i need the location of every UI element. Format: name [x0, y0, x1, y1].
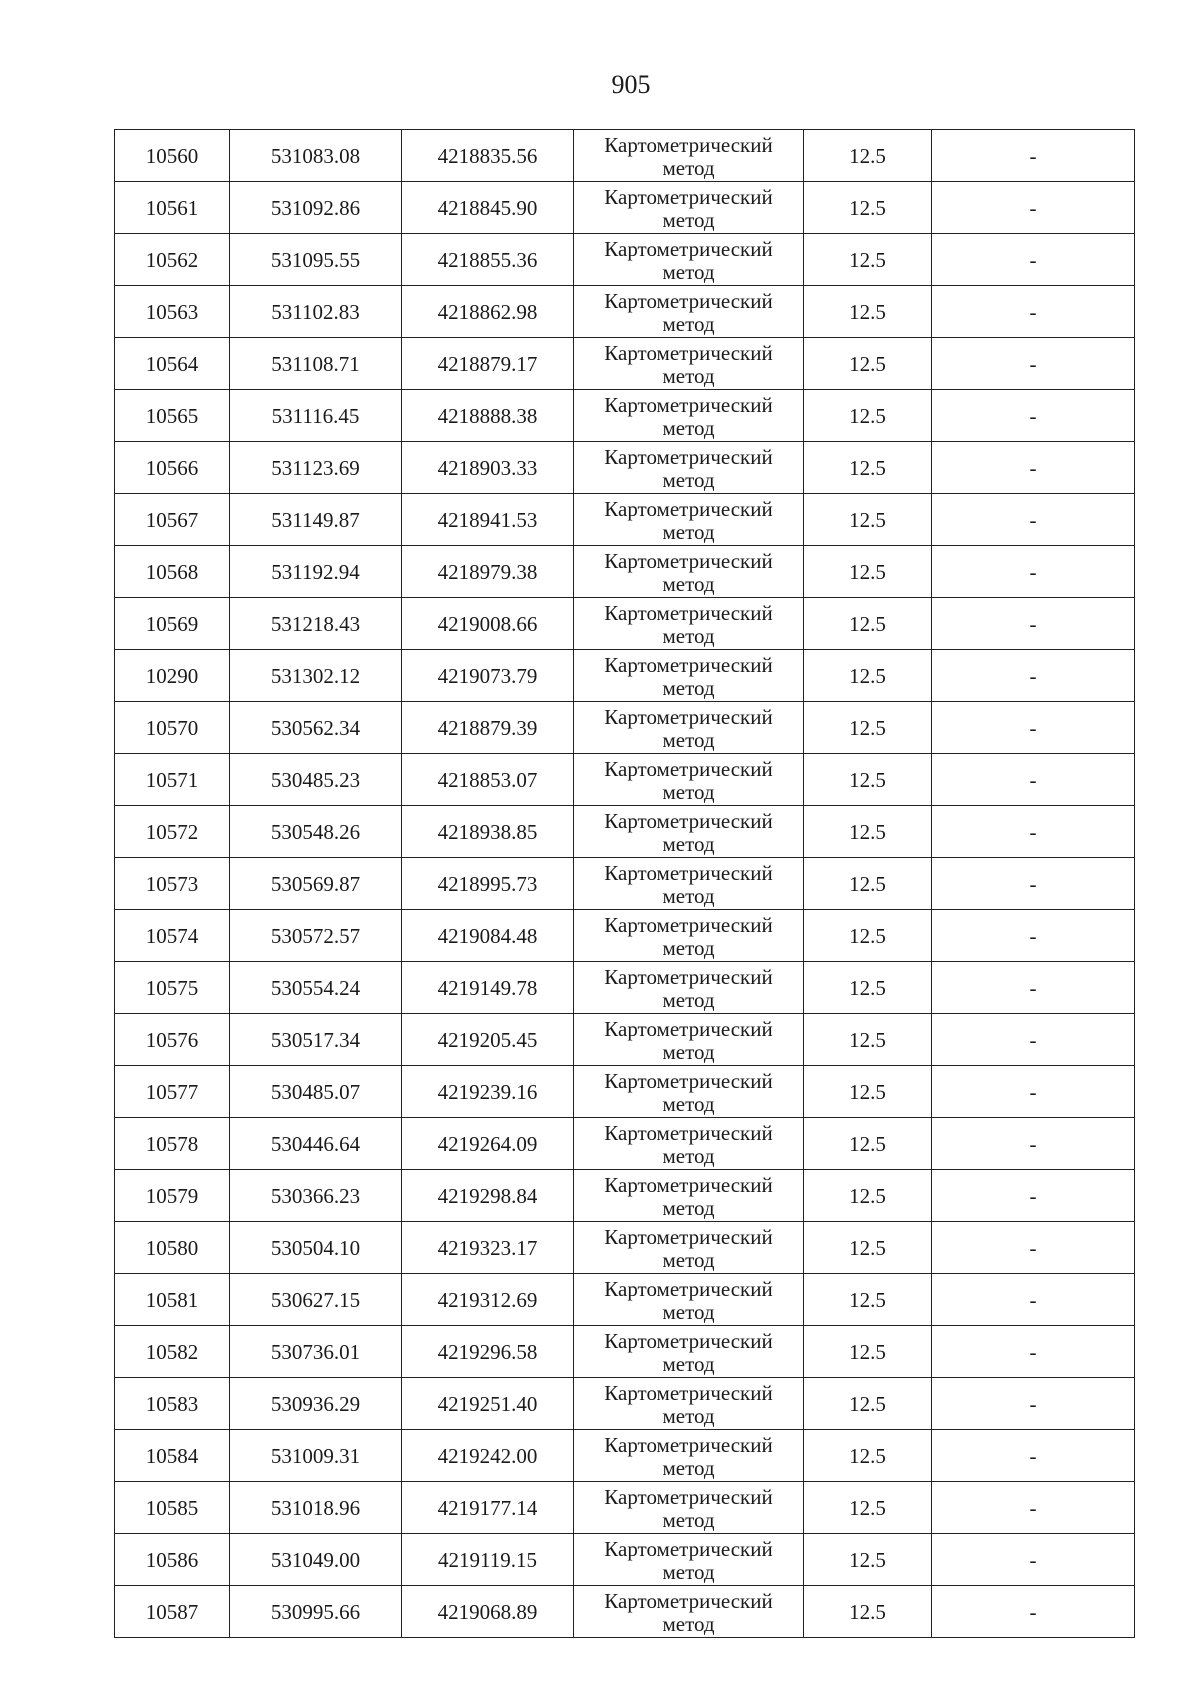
table-row	[115, 1118, 1135, 1170]
method-line-2: метод	[662, 415, 715, 440]
y-coordinate-cell: 4218845.90	[402, 182, 574, 234]
method-line-1: Картометрический	[604, 548, 773, 573]
point-number-cell: 10563	[115, 286, 230, 338]
point-number-cell: 10578	[115, 1118, 230, 1170]
accuracy-cell: 12.5	[804, 702, 932, 754]
y-coordinate-cell: 4218938.85	[402, 806, 574, 858]
accuracy-cell: 12.5	[804, 130, 932, 182]
method-cell	[574, 390, 804, 442]
method-cell	[574, 1274, 804, 1326]
x-coordinate-cell: 530562.34	[230, 702, 402, 754]
accuracy-cell: 12.5	[804, 754, 932, 806]
method-line-1: Картометрический	[604, 912, 773, 937]
method-line-2: метод	[662, 363, 715, 388]
x-coordinate-cell: 531123.69	[230, 442, 402, 494]
point-number-cell: 10567	[115, 494, 230, 546]
table-row	[115, 1430, 1135, 1482]
x-coordinate-cell: 531018.96	[230, 1482, 402, 1534]
point-number-cell: 10581	[115, 1274, 230, 1326]
note-cell: -	[932, 1430, 1135, 1482]
method-line-1: Картометрический	[604, 392, 773, 417]
point-number-cell: 10585	[115, 1482, 230, 1534]
point-number-cell: 10565	[115, 390, 230, 442]
accuracy-cell: 12.5	[804, 234, 932, 286]
table-row	[115, 1066, 1135, 1118]
x-coordinate-cell: 531092.86	[230, 182, 402, 234]
table-row	[115, 1170, 1135, 1222]
accuracy-cell: 12.5	[804, 910, 932, 962]
point-number-cell: 10290	[115, 650, 230, 702]
method-cell	[574, 1118, 804, 1170]
method-line-2: метод	[662, 1247, 715, 1272]
y-coordinate-cell: 4218879.17	[402, 338, 574, 390]
table-row	[115, 858, 1135, 910]
table-row	[115, 962, 1135, 1014]
point-number-cell: 10584	[115, 1430, 230, 1482]
method-line-1: Картометрический	[604, 236, 773, 261]
accuracy-cell: 12.5	[804, 858, 932, 910]
method-line-1: Картометрический	[604, 132, 773, 157]
table-row	[115, 442, 1135, 494]
table-row	[115, 1222, 1135, 1274]
method-cell	[574, 806, 804, 858]
y-coordinate-cell: 4218941.53	[402, 494, 574, 546]
method-line-2: метод	[662, 1299, 715, 1324]
method-line-2: метод	[662, 155, 715, 180]
y-coordinate-cell: 4219296.58	[402, 1326, 574, 1378]
method-line-2: метод	[662, 1403, 715, 1428]
x-coordinate-cell: 530485.07	[230, 1066, 402, 1118]
x-coordinate-cell: 531009.31	[230, 1430, 402, 1482]
method-line-2: метод	[662, 883, 715, 908]
method-line-1: Картометрический	[604, 340, 773, 365]
method-cell	[574, 1586, 804, 1638]
note-cell: -	[932, 1586, 1135, 1638]
table-row	[115, 754, 1135, 806]
method-line-1: Картометрический	[604, 704, 773, 729]
point-number-cell: 10576	[115, 1014, 230, 1066]
table-row	[115, 1326, 1135, 1378]
note-cell: -	[932, 182, 1135, 234]
note-cell: -	[932, 702, 1135, 754]
y-coordinate-cell: 4219073.79	[402, 650, 574, 702]
method-line-1: Картометрический	[604, 1068, 773, 1093]
y-coordinate-cell: 4218888.38	[402, 390, 574, 442]
accuracy-cell: 12.5	[804, 1482, 932, 1534]
method-line-1: Картометрический	[604, 1172, 773, 1197]
method-line-1: Картометрический	[604, 444, 773, 469]
x-coordinate-cell: 530995.66	[230, 1586, 402, 1638]
point-number-cell: 10561	[115, 182, 230, 234]
accuracy-cell: 12.5	[804, 546, 932, 598]
point-number-cell: 10570	[115, 702, 230, 754]
table-row	[115, 182, 1135, 234]
coordinates-table	[114, 129, 1135, 1638]
note-cell: -	[932, 442, 1135, 494]
method-line-2: метод	[662, 207, 715, 232]
method-line-2: метод	[662, 1039, 715, 1064]
table-row	[115, 1534, 1135, 1586]
y-coordinate-cell: 4219149.78	[402, 962, 574, 1014]
method-line-1: Картометрический	[604, 288, 773, 313]
method-line-2: метод	[662, 311, 715, 336]
note-cell: -	[932, 962, 1135, 1014]
method-line-1: Картометрический	[604, 1224, 773, 1249]
method-cell	[574, 234, 804, 286]
y-coordinate-cell: 4219239.16	[402, 1066, 574, 1118]
method-line-2: метод	[662, 623, 715, 648]
method-line-2: метод	[662, 1455, 715, 1480]
table-row	[115, 650, 1135, 702]
x-coordinate-cell: 531192.94	[230, 546, 402, 598]
point-number-cell: 10575	[115, 962, 230, 1014]
y-coordinate-cell: 4219264.09	[402, 1118, 574, 1170]
method-line-2: метод	[662, 779, 715, 804]
note-cell: -	[932, 234, 1135, 286]
method-line-1: Картометрический	[604, 1536, 773, 1561]
method-cell	[574, 1534, 804, 1586]
method-cell	[574, 130, 804, 182]
x-coordinate-cell: 531083.08	[230, 130, 402, 182]
method-cell	[574, 1222, 804, 1274]
table-row	[115, 546, 1135, 598]
note-cell: -	[932, 1534, 1135, 1586]
accuracy-cell: 12.5	[804, 390, 932, 442]
method-line-2: метод	[662, 571, 715, 596]
y-coordinate-cell: 4219119.15	[402, 1534, 574, 1586]
note-cell: -	[932, 858, 1135, 910]
method-line-1: Картометрический	[604, 1016, 773, 1041]
method-line-1: Картометрический	[604, 184, 773, 209]
accuracy-cell: 12.5	[804, 1586, 932, 1638]
method-line-1: Картометрический	[604, 496, 773, 521]
point-number-cell: 10571	[115, 754, 230, 806]
method-cell	[574, 858, 804, 910]
method-line-2: метод	[662, 467, 715, 492]
x-coordinate-cell: 531049.00	[230, 1534, 402, 1586]
note-cell: -	[932, 806, 1135, 858]
note-cell: -	[932, 598, 1135, 650]
accuracy-cell: 12.5	[804, 1430, 932, 1482]
point-number-cell: 10568	[115, 546, 230, 598]
accuracy-cell: 12.5	[804, 338, 932, 390]
method-line-2: метод	[662, 987, 715, 1012]
note-cell: -	[932, 130, 1135, 182]
accuracy-cell: 12.5	[804, 962, 932, 1014]
y-coordinate-cell: 4218979.38	[402, 546, 574, 598]
method-line-1: Картометрический	[604, 1432, 773, 1457]
accuracy-cell: 12.5	[804, 1014, 932, 1066]
note-cell: -	[932, 910, 1135, 962]
method-cell	[574, 1378, 804, 1430]
accuracy-cell: 12.5	[804, 1222, 932, 1274]
x-coordinate-cell: 530627.15	[230, 1274, 402, 1326]
method-line-2: метод	[662, 1507, 715, 1532]
note-cell: -	[932, 1274, 1135, 1326]
method-line-1: Картометрический	[604, 1380, 773, 1405]
method-line-1: Картометрический	[604, 808, 773, 833]
accuracy-cell: 12.5	[804, 1170, 932, 1222]
point-number-cell: 10582	[115, 1326, 230, 1378]
y-coordinate-cell: 4219068.89	[402, 1586, 574, 1638]
accuracy-cell: 12.5	[804, 1378, 932, 1430]
method-cell	[574, 1170, 804, 1222]
x-coordinate-cell: 531149.87	[230, 494, 402, 546]
note-cell: -	[932, 1222, 1135, 1274]
note-cell: -	[932, 390, 1135, 442]
accuracy-cell: 12.5	[804, 1118, 932, 1170]
x-coordinate-cell: 530446.64	[230, 1118, 402, 1170]
accuracy-cell: 12.5	[804, 182, 932, 234]
method-line-1: Картометрический	[604, 860, 773, 885]
x-coordinate-cell: 530554.24	[230, 962, 402, 1014]
method-line-2: метод	[662, 519, 715, 544]
y-coordinate-cell: 4218855.36	[402, 234, 574, 286]
method-cell	[574, 1326, 804, 1378]
point-number-cell: 10572	[115, 806, 230, 858]
table-row	[115, 390, 1135, 442]
x-coordinate-cell: 530736.01	[230, 1326, 402, 1378]
table-row	[115, 234, 1135, 286]
y-coordinate-cell: 4219008.66	[402, 598, 574, 650]
method-cell	[574, 1014, 804, 1066]
note-cell: -	[932, 338, 1135, 390]
method-line-2: метод	[662, 259, 715, 284]
method-cell	[574, 702, 804, 754]
method-line-2: метод	[662, 1559, 715, 1584]
note-cell: -	[932, 546, 1135, 598]
method-line-1: Картометрический	[604, 1276, 773, 1301]
accuracy-cell: 12.5	[804, 598, 932, 650]
accuracy-cell: 12.5	[804, 1326, 932, 1378]
x-coordinate-cell: 531302.12	[230, 650, 402, 702]
table-row	[115, 910, 1135, 962]
method-cell	[574, 286, 804, 338]
method-line-1: Картометрический	[604, 756, 773, 781]
method-line-1: Картометрический	[604, 600, 773, 625]
x-coordinate-cell: 530548.26	[230, 806, 402, 858]
x-coordinate-cell: 531108.71	[230, 338, 402, 390]
x-coordinate-cell: 530569.87	[230, 858, 402, 910]
method-cell	[574, 910, 804, 962]
point-number-cell: 10583	[115, 1378, 230, 1430]
method-cell	[574, 962, 804, 1014]
y-coordinate-cell: 4219251.40	[402, 1378, 574, 1430]
point-number-cell: 10573	[115, 858, 230, 910]
x-coordinate-cell: 530366.23	[230, 1170, 402, 1222]
method-cell	[574, 1482, 804, 1534]
point-number-cell: 10569	[115, 598, 230, 650]
y-coordinate-cell: 4218995.73	[402, 858, 574, 910]
method-line-1: Картометрический	[604, 1120, 773, 1145]
y-coordinate-cell: 4218879.39	[402, 702, 574, 754]
y-coordinate-cell: 4219323.17	[402, 1222, 574, 1274]
method-cell	[574, 338, 804, 390]
method-line-2: метод	[662, 1143, 715, 1168]
table-row	[115, 1586, 1135, 1638]
x-coordinate-cell: 530504.10	[230, 1222, 402, 1274]
method-line-2: метод	[662, 1611, 715, 1636]
note-cell: -	[932, 754, 1135, 806]
y-coordinate-cell: 4219242.00	[402, 1430, 574, 1482]
table-row	[115, 1014, 1135, 1066]
note-cell: -	[932, 1014, 1135, 1066]
note-cell: -	[932, 1378, 1135, 1430]
method-cell	[574, 650, 804, 702]
method-line-2: метод	[662, 727, 715, 752]
method-cell	[574, 1066, 804, 1118]
method-line-1: Картометрический	[604, 652, 773, 677]
y-coordinate-cell: 4219177.14	[402, 1482, 574, 1534]
table-row	[115, 598, 1135, 650]
point-number-cell: 10560	[115, 130, 230, 182]
point-number-cell: 10574	[115, 910, 230, 962]
table-row	[115, 338, 1135, 390]
method-line-1: Картометрический	[604, 1328, 773, 1353]
y-coordinate-cell: 4219084.48	[402, 910, 574, 962]
method-cell	[574, 494, 804, 546]
note-cell: -	[932, 1482, 1135, 1534]
method-line-2: метод	[662, 935, 715, 960]
x-coordinate-cell: 531218.43	[230, 598, 402, 650]
y-coordinate-cell: 4218835.56	[402, 130, 574, 182]
y-coordinate-cell: 4218853.07	[402, 754, 574, 806]
note-cell: -	[932, 1118, 1135, 1170]
x-coordinate-cell: 531116.45	[230, 390, 402, 442]
table-row	[115, 130, 1135, 182]
accuracy-cell: 12.5	[804, 494, 932, 546]
method-cell	[574, 754, 804, 806]
accuracy-cell: 12.5	[804, 1066, 932, 1118]
method-cell	[574, 598, 804, 650]
accuracy-cell: 12.5	[804, 1534, 932, 1586]
method-line-2: метод	[662, 1091, 715, 1116]
point-number-cell: 10577	[115, 1066, 230, 1118]
y-coordinate-cell: 4219205.45	[402, 1014, 574, 1066]
table-row	[115, 1274, 1135, 1326]
method-line-2: метод	[662, 831, 715, 856]
accuracy-cell: 12.5	[804, 1274, 932, 1326]
x-coordinate-cell: 530936.29	[230, 1378, 402, 1430]
method-line-2: метод	[662, 675, 715, 700]
note-cell: -	[932, 650, 1135, 702]
accuracy-cell: 12.5	[804, 442, 932, 494]
method-line-2: метод	[662, 1195, 715, 1220]
table-row	[115, 1482, 1135, 1534]
x-coordinate-cell: 530572.57	[230, 910, 402, 962]
point-number-cell: 10580	[115, 1222, 230, 1274]
method-cell	[574, 546, 804, 598]
table-row	[115, 494, 1135, 546]
y-coordinate-cell: 4219298.84	[402, 1170, 574, 1222]
x-coordinate-cell: 530485.23	[230, 754, 402, 806]
note-cell: -	[932, 286, 1135, 338]
method-line-1: Картометрический	[604, 1588, 773, 1613]
method-cell	[574, 1430, 804, 1482]
table-row	[115, 702, 1135, 754]
accuracy-cell: 12.5	[804, 650, 932, 702]
x-coordinate-cell: 530517.34	[230, 1014, 402, 1066]
note-cell: -	[932, 1326, 1135, 1378]
coordinates-table-body	[115, 130, 1135, 1638]
y-coordinate-cell: 4218903.33	[402, 442, 574, 494]
note-cell: -	[932, 494, 1135, 546]
method-line-1: Картометрический	[604, 964, 773, 989]
y-coordinate-cell: 4218862.98	[402, 286, 574, 338]
table-row	[115, 806, 1135, 858]
x-coordinate-cell: 531102.83	[230, 286, 402, 338]
point-number-cell: 10586	[115, 1534, 230, 1586]
note-cell: -	[932, 1066, 1135, 1118]
method-line-2: метод	[662, 1351, 715, 1376]
point-number-cell: 10566	[115, 442, 230, 494]
accuracy-cell: 12.5	[804, 806, 932, 858]
method-cell	[574, 442, 804, 494]
note-cell: -	[932, 1170, 1135, 1222]
table-row	[115, 286, 1135, 338]
table-row	[115, 1378, 1135, 1430]
point-number-cell: 10587	[115, 1586, 230, 1638]
page-number: 905	[611, 70, 651, 99]
x-coordinate-cell: 531095.55	[230, 234, 402, 286]
point-number-cell: 10562	[115, 234, 230, 286]
point-number-cell: 10564	[115, 338, 230, 390]
point-number-cell: 10579	[115, 1170, 230, 1222]
accuracy-cell: 12.5	[804, 286, 932, 338]
method-line-1: Картометрический	[604, 1484, 773, 1509]
method-cell	[574, 182, 804, 234]
y-coordinate-cell: 4219312.69	[402, 1274, 574, 1326]
